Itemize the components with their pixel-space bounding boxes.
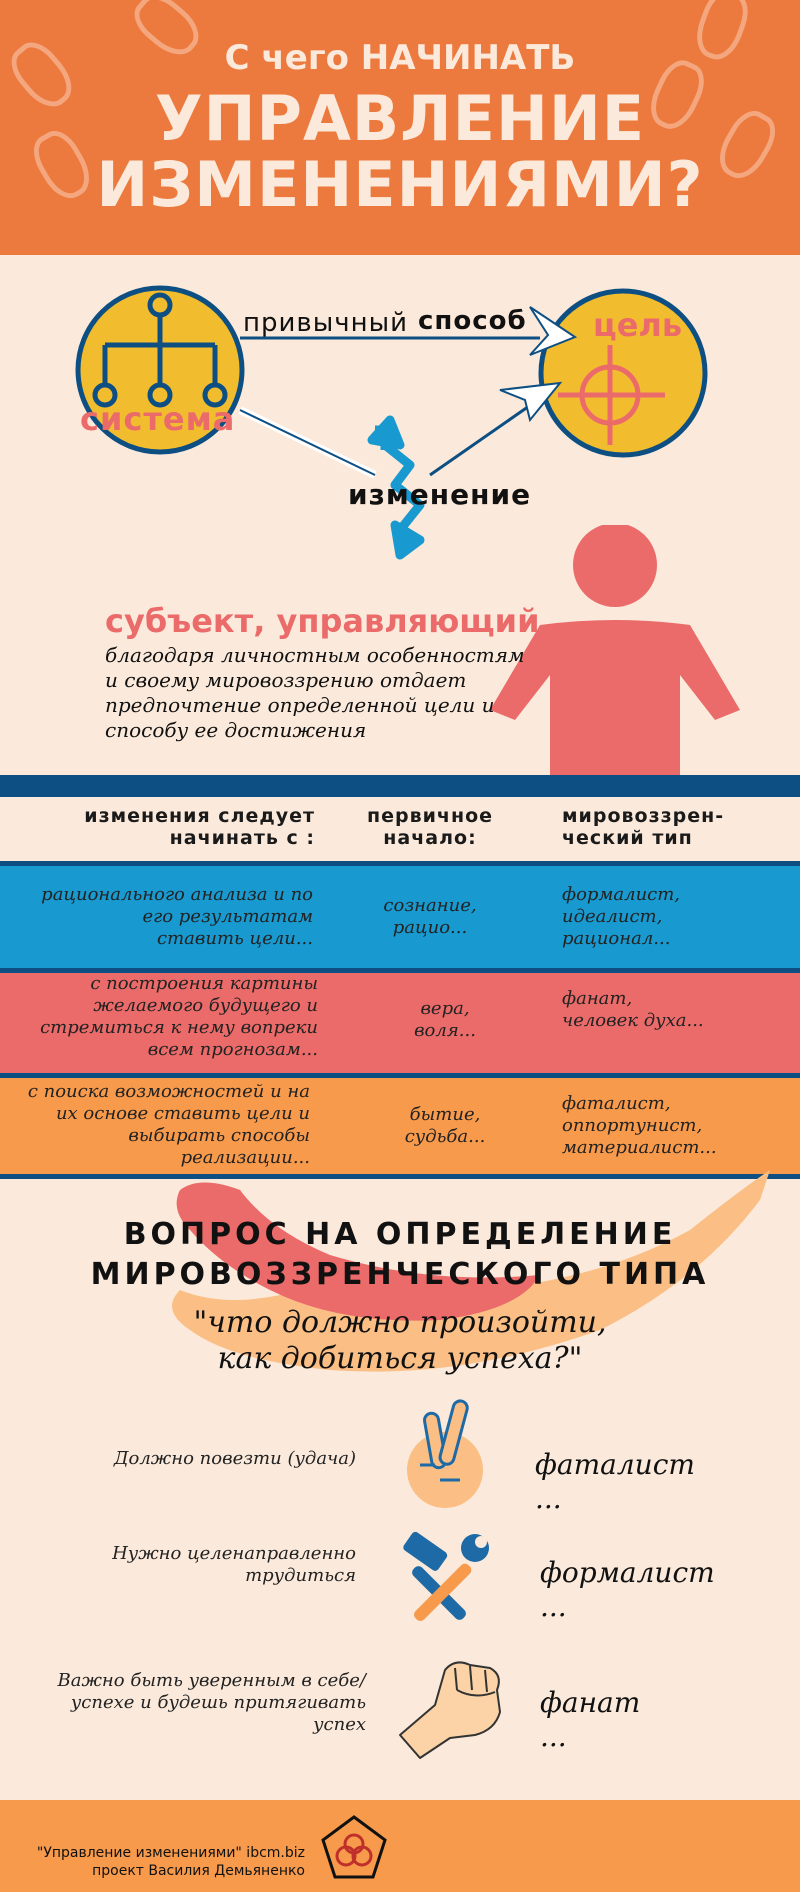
cell-line: с поиска возможностей и на: [27, 1081, 310, 1102]
cell-line: фанат,: [562, 988, 633, 1009]
cell-line: всем прогнозам...: [147, 1039, 318, 1060]
cell-line: вера,: [420, 998, 470, 1019]
col2-header-line: первичное: [366, 805, 494, 827]
cell-line: рационал...: [562, 928, 671, 949]
answer-line: трудиться: [245, 1565, 356, 1586]
answer-line: Нужно целенаправленно: [112, 1543, 356, 1564]
answer-line: Важно быть уверенным в себе/: [57, 1670, 366, 1691]
way-label: способ: [418, 306, 527, 336]
footer-line: проект Василия Демьяненко: [92, 1863, 305, 1879]
subject-description: [105, 643, 525, 743]
answer-line: успех: [313, 1714, 366, 1735]
header-title-line2: ИЗМЕНЕНИЯМИ?: [96, 148, 704, 221]
goal-label: цель: [593, 306, 683, 344]
cell-line: бытие,: [409, 1104, 481, 1125]
footer: [0, 1800, 800, 1892]
row-col3: [562, 884, 782, 950]
cell-line: желаемого будущего и: [93, 995, 318, 1016]
cell-line: оппортунист,: [562, 1115, 703, 1136]
pentagon-logo-icon: [320, 1814, 388, 1882]
answer-line: успехе и будешь притягивать: [70, 1692, 366, 1713]
row-col3: [562, 988, 782, 1032]
col1-header-line: изменения следует: [84, 805, 315, 827]
header-subtitle: С чего НАЧИНАТЬ: [224, 38, 576, 78]
cell-line: рацио...: [392, 917, 468, 938]
cell-line: судьба...: [404, 1126, 486, 1147]
answer-type-dots: ...: [540, 1720, 567, 1753]
question-title: [0, 1215, 800, 1295]
question-quote-line: "что должно произойти,: [193, 1305, 607, 1340]
habitual-label: привычный: [243, 308, 409, 338]
answer-text: [60, 1448, 356, 1470]
cell-line: идеалист,: [562, 906, 663, 927]
question-title-line: ВОПРОС НА ОПРЕДЕЛЕНИЕ: [123, 1217, 677, 1252]
table-row: [0, 866, 800, 968]
cell-line: воля...: [414, 1020, 476, 1041]
footer-credits: [15, 1844, 305, 1880]
answer-text: [60, 1543, 356, 1587]
table-row: [0, 973, 800, 1073]
subject-desc-line: благодаря личностным особенностям: [105, 643, 525, 667]
row-col2: [370, 998, 520, 1042]
row-col1: [20, 973, 318, 1061]
hammer-wrench-icon: [395, 1530, 495, 1630]
cell-line: реализации...: [180, 1147, 310, 1168]
subject-desc-line: предпочтение определенной цели и: [105, 693, 495, 717]
question-title-line: МИРОВОЗЗРЕНЧЕСКОГО ТИПА: [90, 1257, 710, 1292]
cell-line: фаталист,: [562, 1093, 671, 1114]
fist-icon: [395, 1650, 505, 1760]
answer-type-dots: ...: [540, 1590, 567, 1623]
answer-line: Должно повезти (удача): [113, 1448, 356, 1469]
subject-desc-line: и своему мировоззрению отдает: [105, 668, 467, 692]
cell-line: человек духа...: [562, 1010, 704, 1031]
col2-header: [350, 805, 510, 849]
col1-header: [30, 805, 315, 849]
col3-header: [562, 805, 782, 849]
answer-text: [40, 1670, 366, 1736]
answer-type: [540, 1686, 640, 1754]
cell-line: их основе ставить цели и: [55, 1103, 310, 1124]
header-banner: [0, 0, 800, 255]
cell-line: рационального анализа и по: [41, 884, 313, 905]
answer-type-name: формалист: [540, 1556, 715, 1589]
answer-type: [540, 1556, 715, 1624]
question-quote: [0, 1305, 800, 1377]
col2-header-line: начало:: [383, 827, 477, 849]
cell-line: сознание,: [383, 895, 477, 916]
footer-line: "Управление изменениями" ibcm.biz: [36, 1845, 305, 1861]
divider-navy: [0, 775, 800, 797]
header-title: [0, 82, 800, 221]
cell-line: формалист,: [562, 884, 681, 905]
subject-title: субъект, управляющий: [105, 602, 540, 640]
cell-line: ставить цели...: [157, 928, 313, 949]
subject-desc-line: способу ее достижения: [105, 718, 367, 742]
answer-type-dots: ...: [535, 1482, 562, 1515]
row-col2: [355, 895, 505, 939]
answer-type-name: фанат: [540, 1686, 641, 1719]
change-label: изменение: [348, 478, 532, 511]
col3-header-line: ческий тип: [562, 827, 693, 849]
crossed-fingers-icon: [400, 1395, 490, 1510]
cell-line: стремиться к нему вопреки: [40, 1017, 318, 1038]
cell-line: материалист...: [562, 1137, 717, 1158]
row-col1: [20, 884, 313, 950]
question-quote-line: как добиться успеха?": [217, 1341, 583, 1376]
cell-line: с построения картины: [90, 973, 318, 994]
header-title-line1: УПРАВЛЕНИЕ: [154, 82, 646, 155]
col1-header-line: начинать с :: [169, 827, 315, 849]
answer-type-name: фаталист: [535, 1448, 695, 1481]
cell-line: выбирать способы: [128, 1125, 310, 1146]
table-header: [0, 797, 800, 861]
system-label: система: [80, 400, 236, 438]
answer-type: [535, 1448, 695, 1516]
col3-header-line: мировоззрен-: [562, 805, 725, 827]
cell-line: его результатам: [142, 906, 313, 927]
